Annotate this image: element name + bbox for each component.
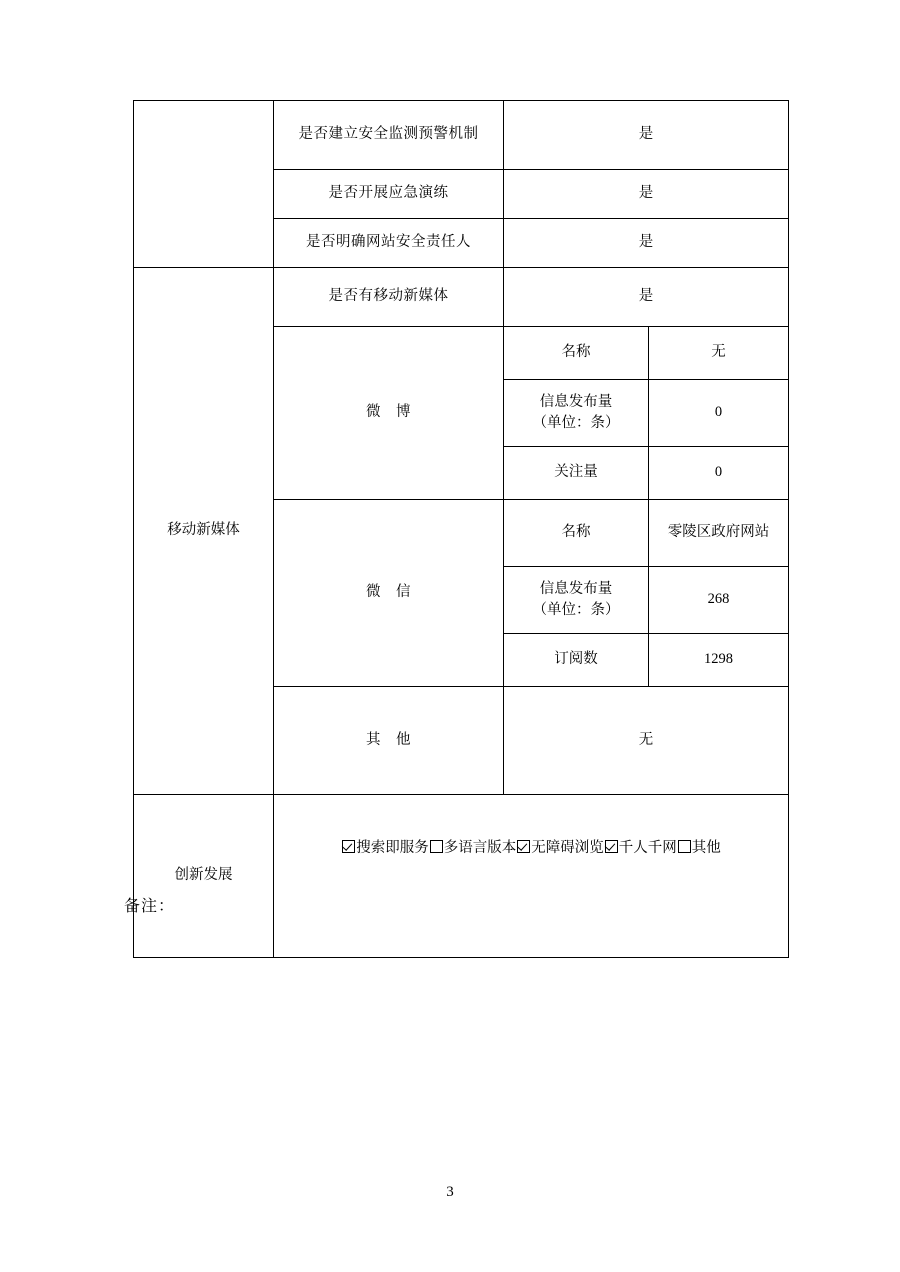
checkbox-multilingual[interactable] [430,840,443,853]
row-value-security-monitoring: 是 [504,101,789,170]
weibo-publish-count-key-line1: 信息发布量 [539,393,613,410]
security-section-cell [134,101,274,268]
option-label-accessibility: 无障碍浏览 [531,840,604,856]
row-label-emergency-drill: 是否开展应急演练 [274,170,504,219]
row-label-security-officer: 是否明确网站安全责任人 [274,219,504,268]
row-label-security-monitoring: 是否建立安全监测预警机制 [274,101,504,170]
table-row [134,795,789,958]
weixin-subscribers-value: 1298 [649,634,789,687]
weibo-name-value: 无 [649,327,789,380]
weixin-name-value: 零陵区政府网站 [649,500,789,567]
weixin-publish-count-key-line1: 信息发布量 [539,580,613,597]
table-row [134,101,789,170]
weixin-subscribers-key: 订阅数 [504,634,649,687]
row-label-weixin: 微 信 [274,500,504,687]
weixin-publish-count-value: 268 [649,567,789,634]
row-value-emergency-drill: 是 [504,170,789,219]
section-label-innovation: 创新发展 [134,795,274,958]
row-value-other-media: 无 [504,687,789,795]
option-label-other: 其他 [691,840,721,856]
innovation-options-cell [274,795,789,958]
weibo-publish-count-key [504,380,649,447]
row-label-weibo: 微 博 [274,327,504,500]
section-label-mobile-media: 移动新媒体 [134,268,274,795]
option-label-search-as-service: 搜索即服务 [356,840,429,856]
page-number: 3 [446,1184,454,1200]
checkbox-personalized-web[interactable] [605,840,618,853]
row-label-other-media: 其 他 [274,687,504,795]
row-value-has-mobile-media: 是 [504,268,789,327]
checkbox-other[interactable] [678,840,691,853]
row-value-security-officer: 是 [504,219,789,268]
row-label-has-mobile-media: 是否有移动新媒体 [274,268,504,327]
innovation-checkbox-group[interactable] [278,838,784,859]
checkbox-accessibility[interactable] [517,840,530,853]
weixin-name-key: 名称 [504,500,649,567]
weibo-followers-value: 0 [649,447,789,500]
checkbox-search-as-service[interactable] [342,840,355,853]
remark-label: 备注： [124,898,176,915]
option-label-multilingual: 多语言版本 [443,840,517,856]
weibo-publish-count-value: 0 [649,380,789,447]
annual-report-table [133,100,789,958]
weibo-name-key: 名称 [504,327,649,380]
weixin-publish-count-key-line2: （单位：条） [532,602,620,618]
weixin-publish-count-key [504,567,649,634]
weibo-publish-count-key-line2: （单位：条） [532,415,620,431]
table-row [134,268,789,327]
weibo-followers-key: 关注量 [504,447,649,500]
option-label-personalized-web: 千人千网 [618,840,677,856]
